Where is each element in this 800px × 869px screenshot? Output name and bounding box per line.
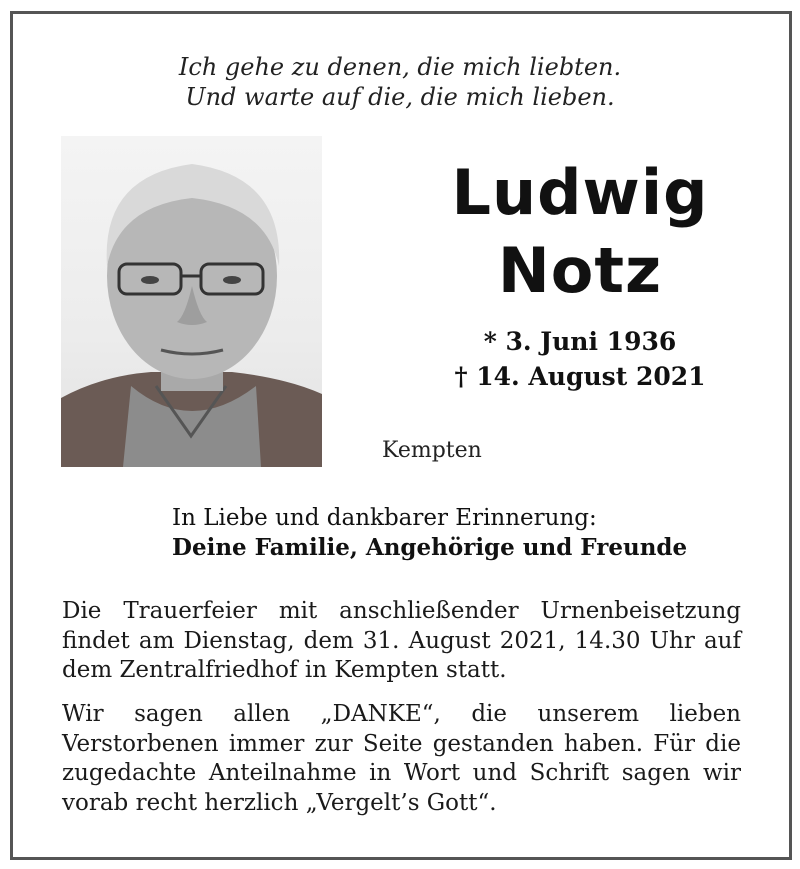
- last-name: Notz: [497, 234, 663, 307]
- motto-line-2: Und warte auf die, die mich lieben.: [185, 83, 615, 111]
- thanks-text: Wir sagen allen „DANKE“, die unserem lieben Verstorbenen immer zur Seite gestanden haben. Für die zugedachte Anteilnahme in Wort und Schrift sagen wir vorab recht herzlich „Vergelt’s Gott“.: [62, 701, 741, 816]
- mourners-names: Deine Familie, Angehörige und Freunde: [172, 534, 688, 561]
- funeral-info: Die Trauerfeier mit anschließender Urnenbeisetzung findet am Dienstag, dem 31. August 2021, 14.30 Uhr auf dem Zentralfriedhof in Kempten statt.: [62, 598, 741, 683]
- death-date: † 14. August 2021: [454, 362, 706, 391]
- motto-line-1: Ich gehe zu denen, die mich liebten.: [178, 53, 622, 81]
- portrait-photo: [61, 136, 322, 467]
- first-name: Ludwig: [451, 156, 709, 229]
- birth-date: * 3. Juni 1936: [483, 327, 677, 356]
- mourners-intro: In Liebe und dankbarer Erinnerung:: [172, 505, 597, 531]
- residence-place: Kempten: [382, 438, 482, 463]
- portrait-illustration: [61, 136, 322, 467]
